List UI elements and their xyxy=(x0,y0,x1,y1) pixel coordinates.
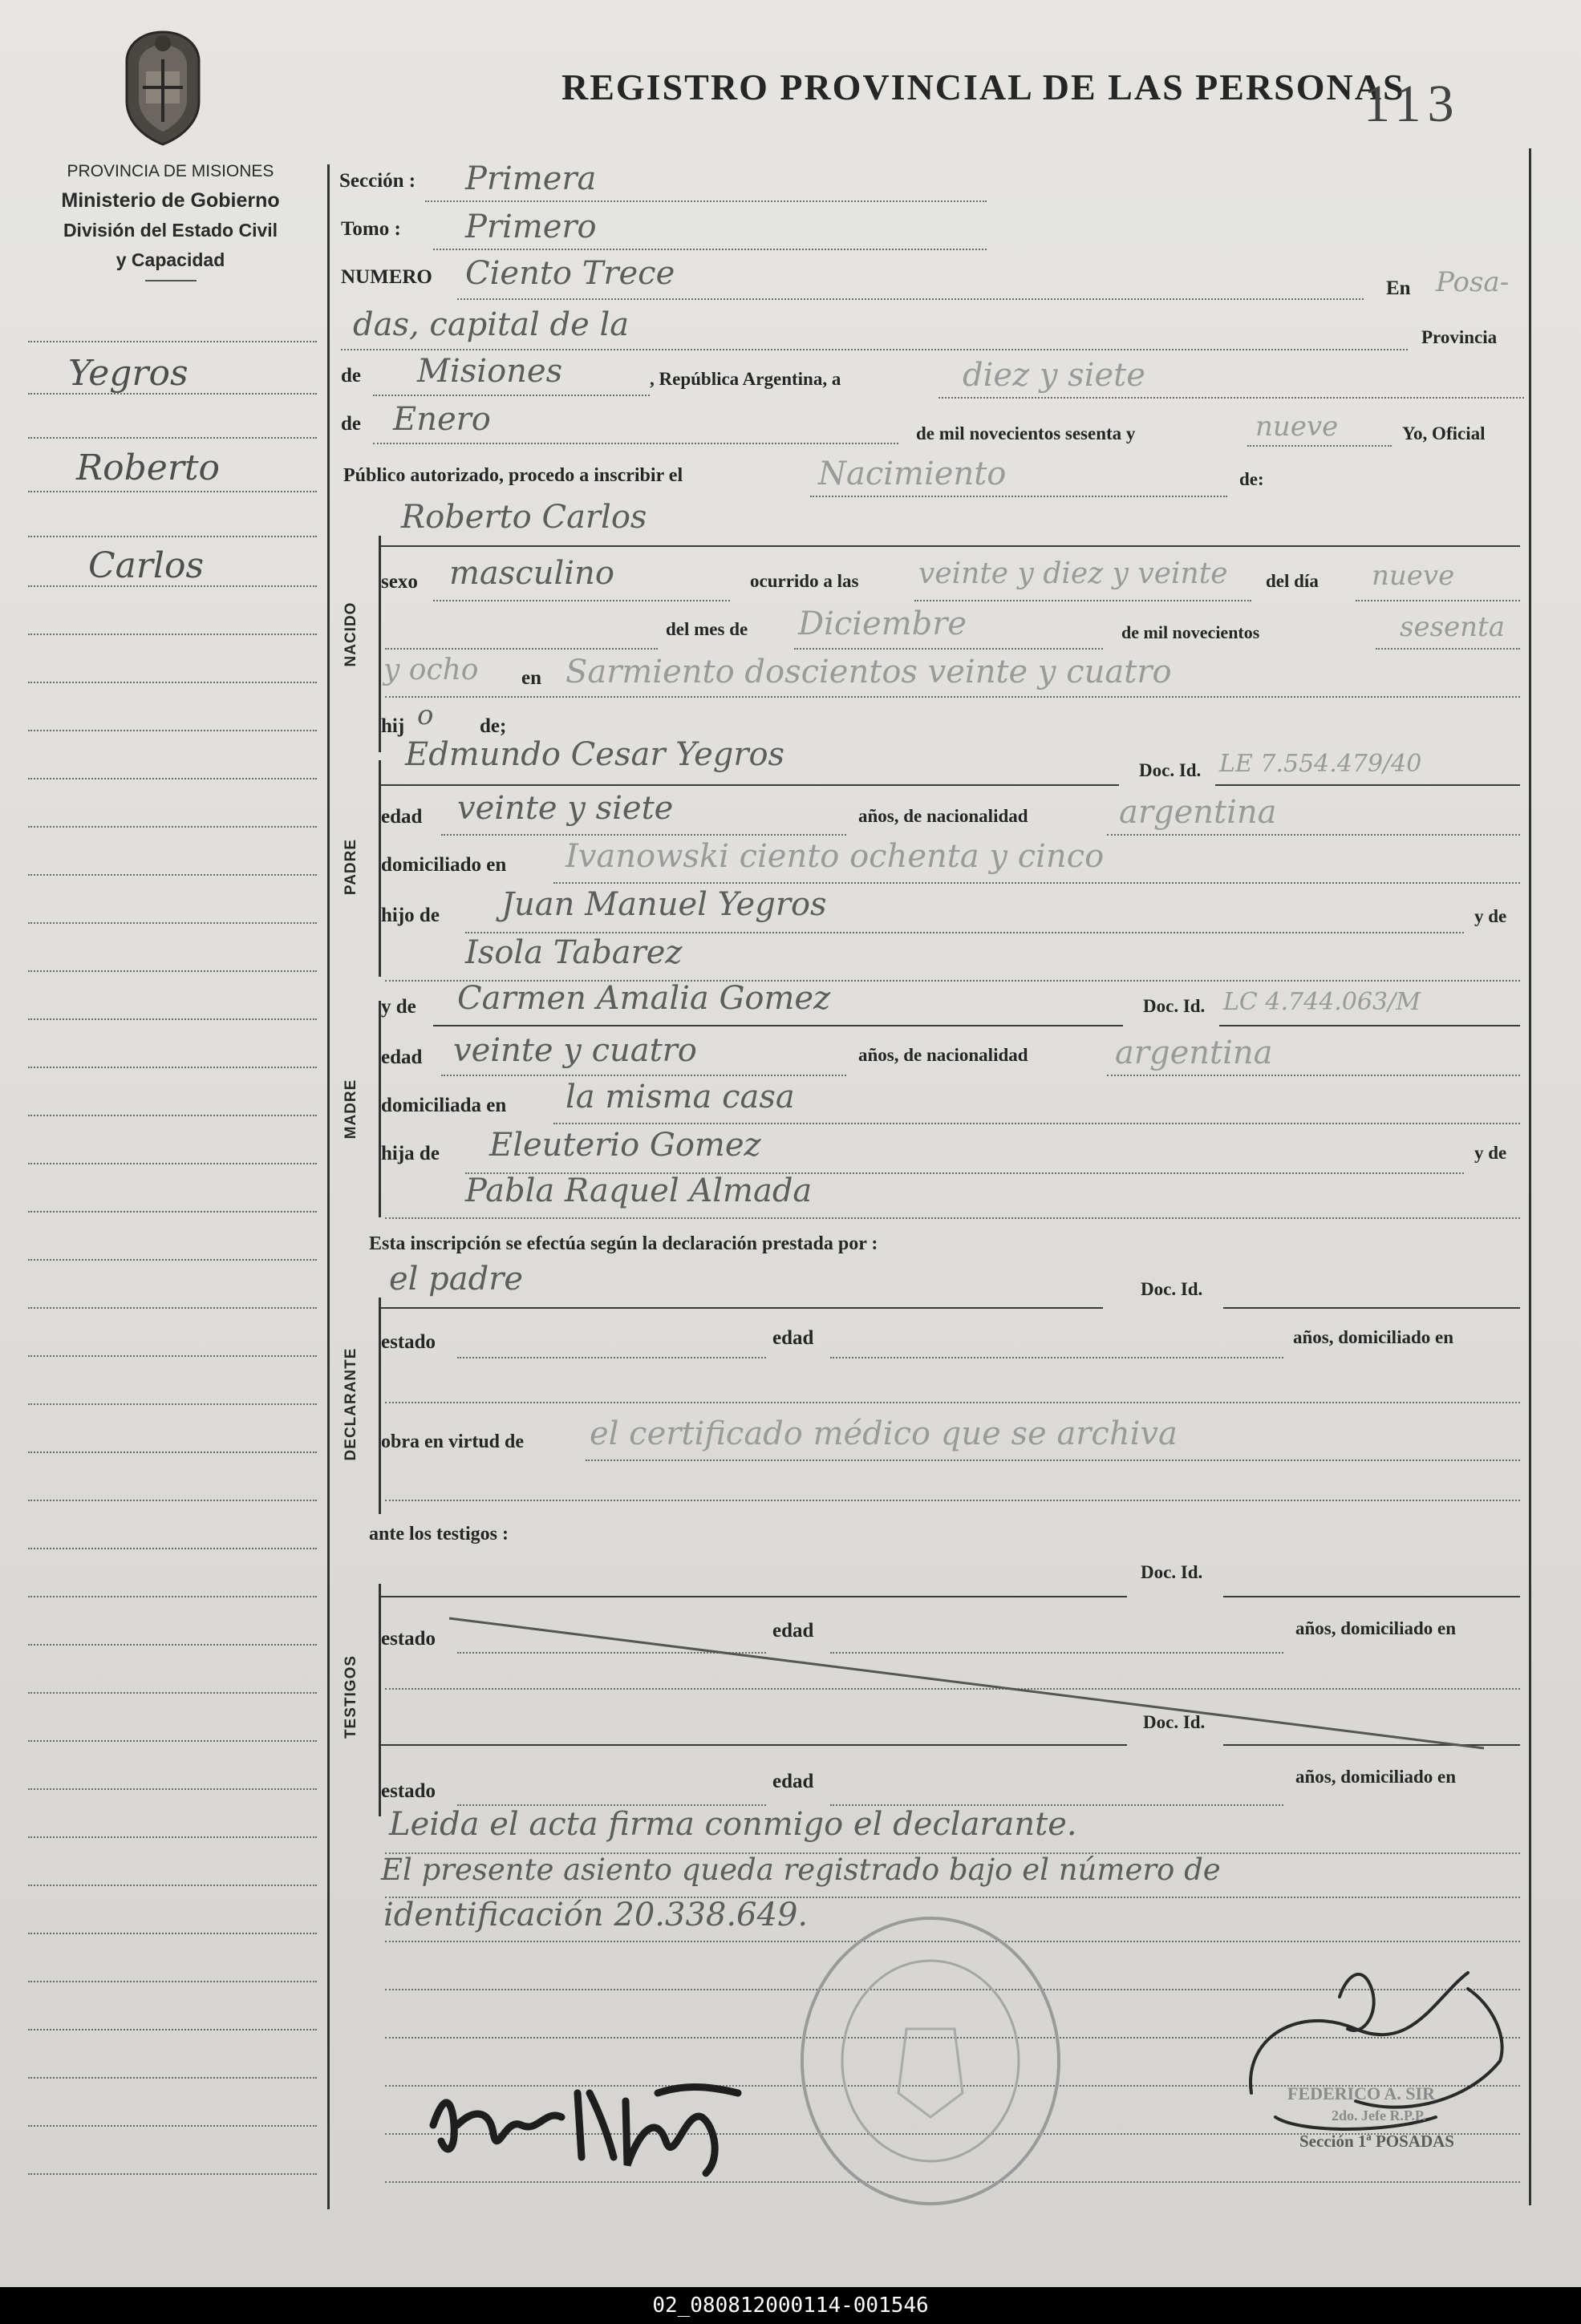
sexo-value: masculino xyxy=(449,555,614,592)
madre-doc-label: Doc. Id. xyxy=(1143,996,1206,1016)
nota2-value: El presente asiento queda registrado bajo el número de xyxy=(381,1852,1221,1887)
padre-doc-value: LE 7.554.479/40 xyxy=(1219,750,1422,778)
office-division: División del Estado Civil xyxy=(63,220,278,241)
official-name: FEDERICO A. SIR xyxy=(1287,2083,1435,2103)
del-dia-label: del día xyxy=(1266,571,1319,591)
image-id-footer: 02_080812000114-001546 xyxy=(0,2287,1581,2324)
testigo1-edad-label: edad xyxy=(772,1620,814,1642)
padre-dom-label: domiciliado en xyxy=(381,854,507,876)
de-colon-label: de: xyxy=(1239,469,1264,489)
hij-suffix-value: o xyxy=(417,699,434,731)
testigo1-doc-label: Doc. Id. xyxy=(1141,1562,1203,1582)
nota3-value: identificación 20.338.649. xyxy=(383,1897,809,1933)
dia-nac-value: nueve xyxy=(1372,560,1455,592)
publico-label: Público autorizado, procedo a inscribir el xyxy=(343,465,683,486)
madre-hija-de-label: hija de xyxy=(381,1143,440,1164)
testigo1-anios-label: años, domiciliado en xyxy=(1295,1618,1457,1638)
mil-novecientos-label: de mil novecientos xyxy=(1121,622,1260,642)
month-value: Enero xyxy=(393,401,491,438)
obra-label: obra en virtud de xyxy=(381,1431,525,1452)
official-title: 2do. Jefe R.P.P. xyxy=(1332,2107,1426,2124)
madre-y-de-label: y de xyxy=(381,996,416,1018)
madre-y-de-label-2: y de xyxy=(1474,1143,1507,1163)
tomo-value: Primero xyxy=(465,209,597,245)
padre-dom-value: Ivanowski ciento ochenta y cinco xyxy=(566,838,1105,875)
numero-label: NUMERO xyxy=(341,266,432,288)
declarante-anios-label: años, domiciliado en xyxy=(1293,1327,1454,1347)
official-section: Sección 1ª POSADAS xyxy=(1299,2132,1454,2151)
madre-edad-label: edad xyxy=(381,1047,423,1068)
margin-surname: Yegros xyxy=(68,353,189,394)
madre-dom-label: domiciliada en xyxy=(381,1095,507,1116)
tomo-label: Tomo : xyxy=(341,218,401,240)
madre-padre-value: Eleuterio Gomez xyxy=(489,1127,761,1164)
child-name-value: Roberto Carlos xyxy=(401,499,647,536)
madre-dom-value: la misma casa xyxy=(566,1079,795,1115)
provincia-label: Provincia xyxy=(1421,327,1498,347)
nota1-value: Leida el acta firma conmigo el declarante. xyxy=(389,1806,1077,1843)
testigo2-doc-label: Doc. Id. xyxy=(1143,1712,1206,1732)
office-province: PROVINCIA DE MISIONES xyxy=(67,162,274,180)
anio-nac-value: sesenta xyxy=(1400,611,1505,643)
obra-value: el certificado médico que se archiva xyxy=(590,1415,1178,1452)
ocurrido-label: ocurrido a las xyxy=(750,571,859,591)
province-value: Misiones xyxy=(417,353,563,390)
hora-value: veinte y diez y veinte xyxy=(918,557,1228,590)
declarante-value: el padre xyxy=(389,1261,524,1298)
padre-y-de-label: y de xyxy=(1474,906,1507,926)
en-label: En xyxy=(1386,277,1411,299)
seccion-label: Sección : xyxy=(339,170,416,192)
yo-oficial-label: Yo, Oficial xyxy=(1402,423,1486,443)
side-label-padre: PADRE xyxy=(343,838,359,896)
office-ministry: Ministerio de Gobierno xyxy=(61,189,280,212)
madre-edad-value: veinte y cuatro xyxy=(453,1032,697,1069)
seccion-value: Primera xyxy=(465,160,597,197)
declarante-estado-label: estado xyxy=(381,1331,436,1353)
madre-nac-value: argentina xyxy=(1115,1034,1273,1071)
anio-nac-cont-value: y ocho xyxy=(383,654,479,686)
de-province-label: de xyxy=(341,365,361,387)
testigo2-estado-label: estado xyxy=(381,1780,436,1802)
padre-padre-value: Juan Manuel Yegros xyxy=(501,886,827,923)
padre-doc-label: Doc. Id. xyxy=(1139,760,1202,780)
padre-edad-value: veinte y siete xyxy=(457,790,674,827)
declarante-doc-label: Doc. Id. xyxy=(1141,1279,1203,1299)
padre-nombre-value: Edmundo Cesar Yegros xyxy=(405,736,785,773)
lugar-nac-value: Sarmiento doscientos veinte y cuatro xyxy=(566,654,1172,690)
numero-value: Ciento Trece xyxy=(465,255,675,292)
side-label-testigos: TESTIGOS xyxy=(343,1654,359,1739)
padre-nac-value: argentina xyxy=(1119,794,1277,831)
day-value: diez y siete xyxy=(963,357,1145,394)
city-value: Posa- xyxy=(1436,266,1510,298)
testigos-label: ante los testigos : xyxy=(369,1524,509,1545)
madre-nombre-value: Carmen Amalia Gomez xyxy=(457,980,831,1017)
margin-first-name: Roberto xyxy=(76,447,221,488)
testigo2-edad-label: edad xyxy=(772,1771,814,1792)
margin-second-name: Carlos xyxy=(88,545,205,586)
registry-seal-icon xyxy=(794,1909,1067,2213)
declaracion-label: Esta inscripción se efectúa según la declaración prestada por : xyxy=(369,1233,878,1254)
hij-label: hij xyxy=(381,715,405,737)
sexo-label: sexo xyxy=(381,571,418,593)
year-prefix-label: de mil novecientos sesenta y xyxy=(916,423,1136,443)
testigo1-estado-label: estado xyxy=(381,1628,436,1650)
page-title: REGISTRO PROVINCIAL DE LAS PERSONAS xyxy=(561,67,1405,107)
republica-label: , República Argentina, a xyxy=(650,369,841,389)
de-month-label: de xyxy=(341,413,361,435)
en-lower-label: en xyxy=(521,667,541,689)
madre-doc-value: LC 4.744.063/M xyxy=(1223,988,1421,1016)
acto-value: Nacimiento xyxy=(818,455,1007,492)
madre-nac-label: años, de nacionalidad xyxy=(858,1045,1028,1065)
side-label-madre: MADRE xyxy=(343,1079,359,1140)
padre-hijo-de-label: hijo de xyxy=(381,905,440,926)
mes-nac-value: Diciembre xyxy=(798,605,967,642)
declarante-edad-label: edad xyxy=(772,1327,814,1349)
padre-madre-value: Isola Tabarez xyxy=(465,934,683,971)
hij-de-label: de; xyxy=(480,715,507,737)
side-label-nacido: NACIDO xyxy=(343,601,359,667)
padre-edad-label: edad xyxy=(381,806,423,828)
testigo2-anios-label: años, domiciliado en xyxy=(1295,1767,1457,1787)
madre-madre-value: Pabla Raquel Almada xyxy=(465,1172,813,1209)
padre-nac-label: años, de nacionalidad xyxy=(858,806,1028,826)
side-label-declarante: DECLARANTE xyxy=(343,1347,359,1461)
entry-number: 113 xyxy=(1364,75,1461,133)
registrar-signature xyxy=(417,2061,794,2189)
office-capacity: y Capacidad xyxy=(116,249,225,270)
city-cont-value: das, capital de la xyxy=(353,306,630,343)
del-mes-label: del mes de xyxy=(666,619,748,639)
year-value: nueve xyxy=(1255,411,1339,443)
